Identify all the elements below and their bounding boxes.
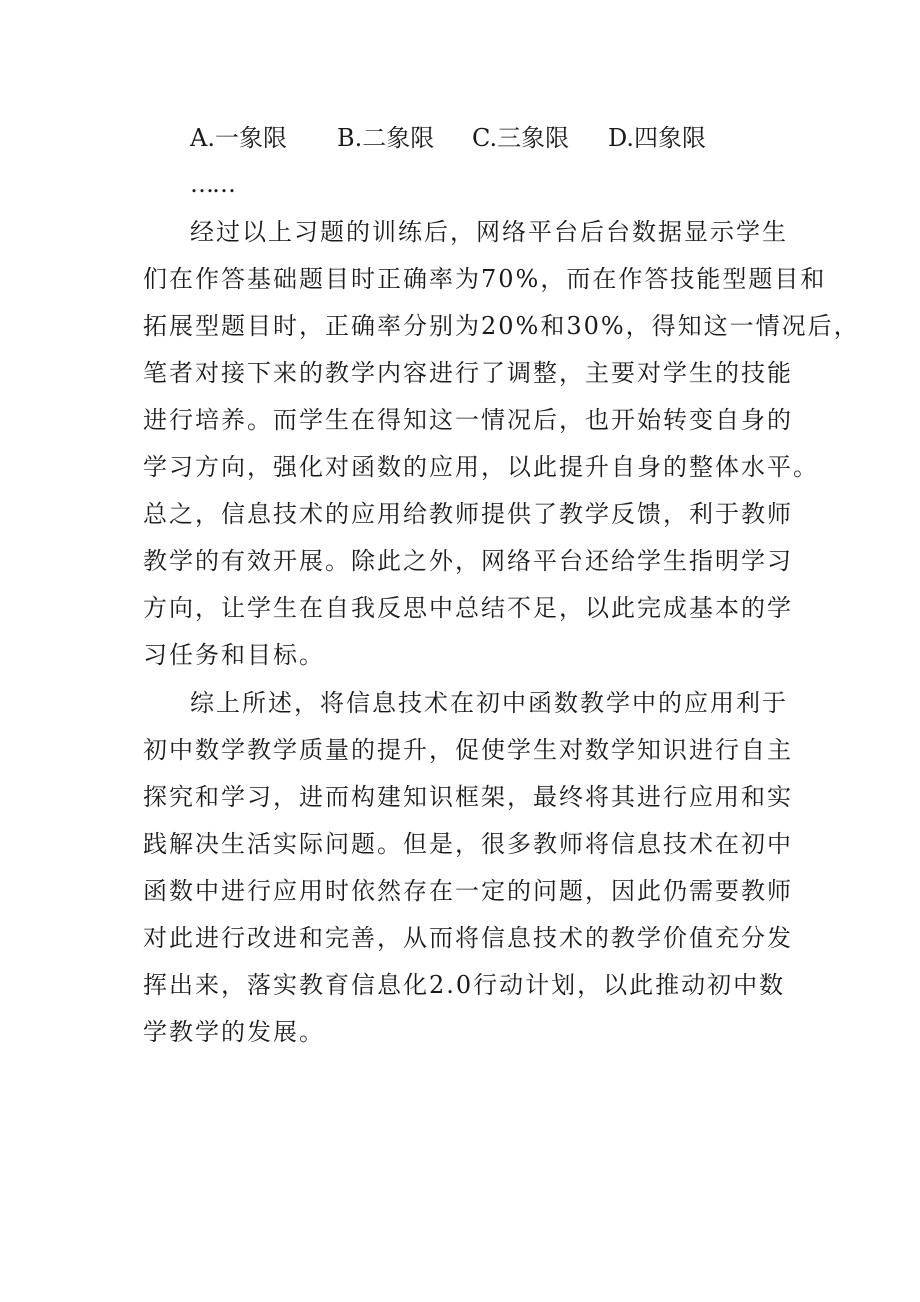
text-line: 教学的有效开展。除此之外，网络平台还给学生指明学习 xyxy=(143,547,793,575)
text-line: 初中数学教学质量的提升，促使学生对数学知识进行自主 xyxy=(143,736,793,764)
text-line: 进行培养。而学生在得知这一情况后，也开始转变自身的 xyxy=(143,406,793,434)
option-a: A.一象限 xyxy=(190,124,287,152)
text-line: 对此进行改进和完善，从而将信息技术的教学价值充分发 xyxy=(143,924,793,952)
text-line: 拓展型题目时，正确率分别为20%和30%，得知这一情况后， xyxy=(143,312,860,340)
text-line: 们在作答基础题目时正确率为70%，而在作答技能型题目和 xyxy=(143,265,827,293)
text-line: 挥出来，落实教育信息化2.0行动计划，以此推动初中数 xyxy=(143,971,786,999)
text-line: 综上所述，将信息技术在初中函数教学中的应用利于 xyxy=(190,689,788,717)
text-line: 方向，让学生在自我反思中总结不足，以此完成基本的学 xyxy=(143,594,793,622)
text-line: 学习方向，强化对函数的应用，以此提升自身的整体水平。 xyxy=(143,453,819,481)
text-line: 探究和学习，进而构建知识框架，最终将其进行应用和实 xyxy=(143,783,793,811)
text-line: 践解决生活实际问题。但是，很多教师将信息技术在初中 xyxy=(143,830,793,858)
text-line: 习任务和目标。 xyxy=(143,641,325,669)
option-d: D.四象限 xyxy=(608,124,707,152)
option-c: C.三象限 xyxy=(472,124,570,152)
text-line: 笔者对接下来的教学内容进行了调整，主要对学生的技能 xyxy=(143,359,793,387)
text-line: 总之，信息技术的应用给教师提供了教学反馈，利于教师 xyxy=(143,500,793,528)
text-line: 函数中进行应用时依然存在一定的问题，因此仍需要教师 xyxy=(143,877,793,905)
option-b: B.二象限 xyxy=(337,124,435,152)
ellipsis: …… xyxy=(190,170,234,198)
text-line: 学教学的发展。 xyxy=(143,1018,325,1046)
text-line: 经过以上习题的训练后，网络平台后台数据显示学生 xyxy=(190,218,788,246)
